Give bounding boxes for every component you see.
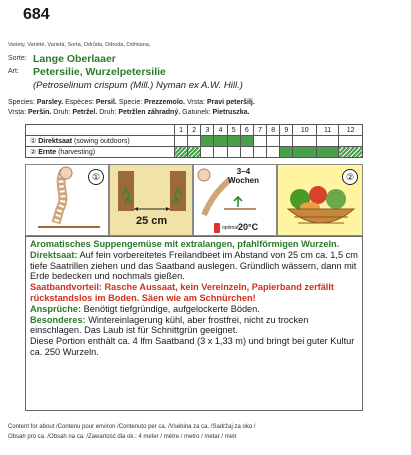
panel-harvest xyxy=(277,164,363,236)
besonderes-paragraph: Besonderes: Wintereinlagerung kühl, aber frostfrei, nicht zu trocken einschlagen. Das Laub ist für Schnittgrün geeignet. xyxy=(30,314,309,336)
content-footer-1: Content for about /Contenu pour environ /Contenuto per ca. /Vsebina za ca. /Sadržaj za oko / xyxy=(8,424,256,430)
calendar-header-row: 1 2 3 4 5 6 7 8 9 10 11 12 xyxy=(26,125,363,136)
instruction-panels xyxy=(25,164,363,236)
panel-seed-tape xyxy=(25,164,109,236)
panel-row-spacing xyxy=(109,164,193,236)
ansprueche-paragraph: Ansprüche: Benötigt tiefgründige, aufgelockerte Böden. xyxy=(30,303,260,314)
art-value: Petersilie, Wurzelpetersilie xyxy=(33,66,166,78)
optimal-temp: 20°C xyxy=(238,222,259,232)
direktsaat-paragraph: Direktsaat: Auf fein vorbereitetes Freilandbeet im Abstand von 25 cm ca. 1,5 cm tiefe Saatrillen ziehen und das Saatband auslegen. Gründlich wässern, dann mit Erde bedecken und nochmals gießen. xyxy=(30,249,358,282)
content-footer-2: Obsah pro ca. /Obsah na ca. /Zawartość dla ok.: 4 meter / mètre / metro / metar / metr xyxy=(8,434,237,440)
distance-label: 25 cm xyxy=(136,215,168,227)
saatband-paragraph: Saatbandvorteil: Rasche Aussaat, kein Vereinzeln, Papierband zerfällt rückstandslos im Boden. Säen wie am Schnürchen! xyxy=(30,282,334,303)
panel-germination xyxy=(193,164,277,236)
species-line-2: Vrsta: Peršin. Druh: Petržel. Druh: Petržlen záhradný. Gatunek: Pietruszka. xyxy=(8,109,250,116)
product-code: 684 xyxy=(23,6,50,23)
art-label: Art: xyxy=(8,68,19,75)
sorte-value: Lange Oberlaaer xyxy=(33,53,116,65)
sowing-calendar xyxy=(25,124,363,158)
step-two-marker: ② xyxy=(342,169,358,185)
variety-translations: Variety, Variété, Varietà, Sorta, Odrůda, Odroda, Odmiana, xyxy=(8,42,151,48)
description-box xyxy=(25,236,363,411)
sorte-label: Sorte: xyxy=(8,55,27,62)
species-line-1: Species: Parsley. Espèces: Persil. Specie: Prezzemolo. Vrsta: Pravi peteršilj. xyxy=(8,99,255,106)
latin-name: (Petroselinum crispum (Mill.) Nyman ex A.W. Hill.) xyxy=(33,80,243,91)
calendar-row-direktsaat: ① Direktsaat (sowing outdoors) xyxy=(26,136,363,147)
calendar-row-ernte: ② Ernte (harvesting) xyxy=(26,147,363,158)
headline: Aromatisches Suppengemüse mit extralangen, pfahlförmigen Wurzeln. xyxy=(30,239,340,249)
step-one-marker: ① xyxy=(88,169,104,185)
portion-paragraph: Diese Portion enthält ca. 4 lfm Saatband (3 x 1,33 m) und bringt bei guter Kultur ca. 250 Wurzeln. xyxy=(30,336,355,357)
weeks-label: 3–4 Wochen xyxy=(228,167,259,185)
optimal-label: optimal: xyxy=(222,225,240,231)
